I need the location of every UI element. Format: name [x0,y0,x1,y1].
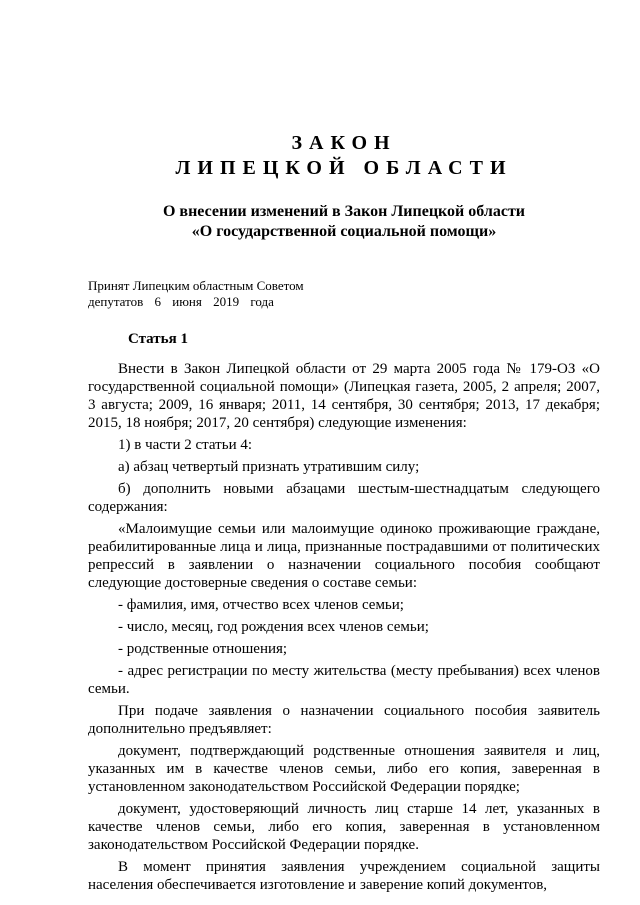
list-item-names: - фамилия, имя, отчество всех членов семьи; [118,597,404,613]
list-item-relations: - родственные отношения; [118,641,288,657]
law-subtitle-line2: «О государственной социальной помощи» [191,223,497,240]
adoption-note-line2: депутатов 6 июня 2019 года [88,294,274,309]
paragraph-application: При подаче заявления о назначении социального пособия заявитель дополнительно предъявляет: [88,703,600,737]
law-subtitle-line1: О внесении изменений в Закон Липецкой области [162,203,526,220]
paragraph-identity-document: документ, удостоверяющий личность лиц старше 14 лет, указанных в качестве членов семьи, либо его копия, заверенная в установленном законодательством Российской Федерации порядке. [88,801,600,853]
list-item-birthdates: - число, месяц, год рождения всех членов семьи; [118,619,429,635]
paragraph-amendment-intro: Внести в Закон Липецкой области от 29 марта 2005 года № 179-ОЗ «О государственной социальной помощи» (Липецкая газета, 2005, 2 апреля; 2007, 3 августа; 2009, 16 января; 2011, 14 сентября, 30 сентября; 2013, 17 декабря; 2015, 18 ноября; 2017, 20 сентября) следующие изменения: [88,361,600,431]
paragraph-item-b: б) дополнить новыми абзацами шестым-шестнадцатым следующего содержания: [88,481,600,515]
article-heading: Статья 1 [128,331,188,347]
paragraph-copies: В момент принятия заявления учреждением социальной защиты населения обеспечивается изготовление и заверение копий документов, [88,859,600,893]
paragraph-item-1: 1) в части 2 статьи 4: [118,437,253,453]
law-title-line2: ЛИПЕЦКОЙ ОБЛАСТИ [175,157,513,179]
law-title-line1: ЗАКОН [291,132,397,154]
article-body [88,360,600,894]
document-page [88,0,600,905]
adoption-note-line1: Принят Липецким областным Советом [88,278,304,293]
list-item-address: - адрес регистрации по месту жительства (месту пребывания) всех членов семьи. [88,663,600,697]
paragraph-families: «Малоимущие семьи или малоимущие одиноко проживающие граждане, реабилитированные лица и лица, признанные пострадавшими от политических репрессий в заявлении о назначении социального пособия сообщают следующие достоверные сведения о составе семьи: [88,521,600,591]
paragraph-item-a: а) абзац четвертый признать утратившим силу; [118,459,420,475]
paragraph-relation-document: документ, подтверждающий родственные отношения заявителя и лиц, указанных им в качестве членов семьи, либо его копия, заверенная в установленном законодательством Российской Федерации порядке; [88,743,600,795]
